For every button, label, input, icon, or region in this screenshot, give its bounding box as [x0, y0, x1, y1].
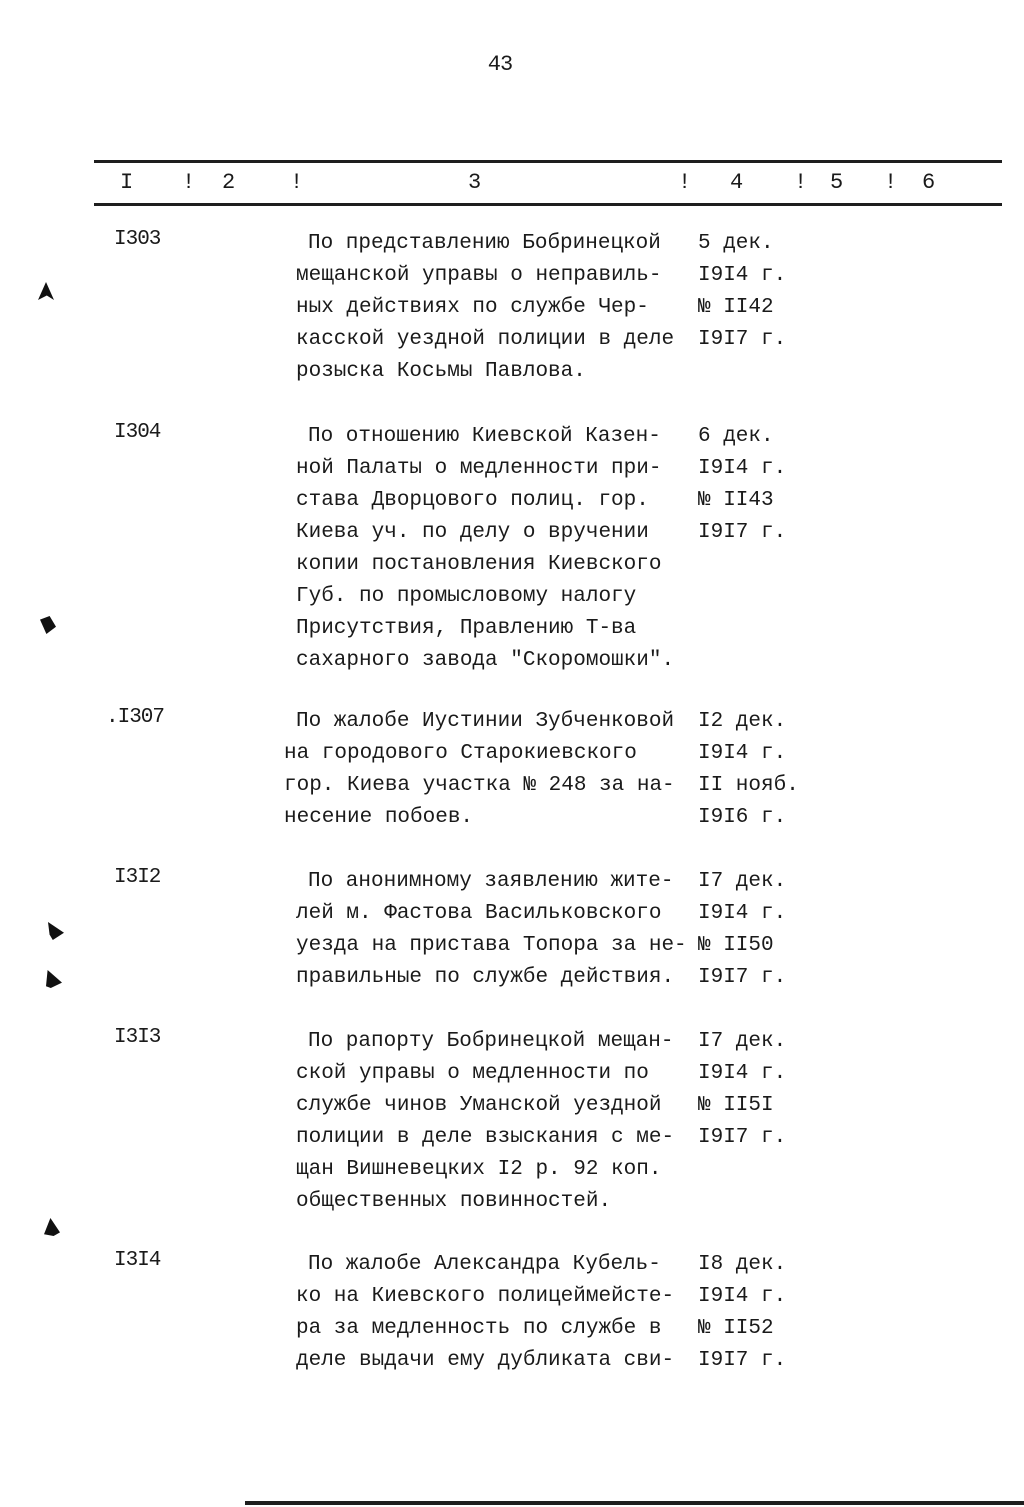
- case-dates: [698, 228, 808, 356]
- case-number: I303: [114, 228, 161, 251]
- case-description: [296, 1249, 696, 1377]
- case-description: [296, 1026, 696, 1218]
- case-number: I3I4: [114, 1249, 161, 1272]
- column-separator: !: [794, 170, 808, 195]
- ink-mark-icon: [48, 922, 64, 940]
- description-line: общественных повинностей.: [296, 1190, 612, 1213]
- date-line: 6 дек.: [698, 425, 774, 448]
- column-header-3: 3: [468, 170, 482, 195]
- column-separator: !: [290, 170, 304, 195]
- case-number: I304: [114, 421, 161, 444]
- case-dates: [698, 421, 808, 549]
- description-line: Киева уч. по делу о вручении: [296, 521, 649, 544]
- ink-mark-icon: [38, 282, 54, 300]
- date-line: I9I7 г.: [698, 966, 787, 989]
- case-description: [296, 866, 696, 994]
- date-line: I9I7 г.: [698, 1349, 787, 1372]
- description-line: ской управы о медленности по: [296, 1062, 649, 1085]
- date-line: I9I4 г.: [698, 902, 787, 925]
- date-line: I7 дек.: [698, 870, 787, 893]
- case-dates: [698, 1249, 808, 1377]
- date-line: I9I4 г.: [698, 742, 787, 765]
- date-line: I9I4 г.: [698, 457, 787, 480]
- description-line: касской уездной полиции в деле: [296, 328, 675, 351]
- column-separator: !: [182, 170, 196, 195]
- case-dates: [698, 866, 808, 994]
- date-line: I9I4 г.: [698, 1285, 787, 1308]
- description-line: ко на Киевского полицеймейсте-: [296, 1285, 675, 1308]
- description-line: несение побоев.: [284, 806, 474, 829]
- ink-mark-icon: [44, 1218, 60, 1236]
- ink-mark-icon: [46, 970, 62, 988]
- description-line: сахарного завода "Скоромошки".: [296, 649, 675, 672]
- description-line: щан Вишневецких I2 р. 92 коп.: [296, 1158, 662, 1181]
- header-top-rule: [94, 160, 1002, 163]
- column-header-5: 5: [830, 170, 844, 195]
- column-header-1: I: [120, 170, 134, 195]
- column-header-2: 2: [222, 170, 236, 195]
- date-line: I9I4 г.: [698, 1062, 787, 1085]
- description-line: лей м. Фастова Васильковского: [296, 902, 662, 925]
- case-number: I3I3: [114, 1026, 161, 1049]
- ink-mark-icon: [40, 616, 56, 634]
- description-line: мещанской управы о неправиль-: [296, 264, 662, 287]
- description-line: правильные по службе действия.: [296, 966, 675, 989]
- date-line: I9I7 г.: [698, 521, 787, 544]
- case-description: [296, 228, 696, 388]
- case-number: .I307: [106, 706, 165, 729]
- column-header-6: 6: [922, 170, 936, 195]
- description-line: розыска Косьмы Павлова.: [296, 360, 586, 383]
- table-header: [0, 170, 1024, 198]
- header-bottom-rule: [94, 203, 1002, 206]
- date-line: 5 дек.: [698, 232, 774, 255]
- case-description: [296, 421, 696, 677]
- description-line: копии постановления Киевского: [296, 553, 662, 576]
- date-line: № II42: [698, 296, 774, 319]
- description-line: Губ. по промысловому налогу: [296, 585, 637, 608]
- description-line: По жалобе Александра Кубель-: [308, 1253, 661, 1276]
- description-line: По представлению Бобринецкой: [308, 232, 661, 255]
- description-line: ра за медленность по службе в: [296, 1317, 662, 1340]
- date-line: I2 дек.: [698, 710, 787, 733]
- date-line: № II5I: [698, 1094, 774, 1117]
- page-number: 43: [487, 52, 513, 77]
- description-line: По анонимному заявлению жите-: [308, 870, 674, 893]
- date-line: № II43: [698, 489, 774, 512]
- description-line: По жалобе Иустинии Зубченковой: [296, 710, 675, 733]
- description-line: ных действиях по службе Чер-: [296, 296, 649, 319]
- date-line: I8 дек.: [698, 1253, 787, 1276]
- description-line: Присутствия, Правлению Т-ва: [296, 617, 637, 640]
- column-separator: !: [678, 170, 692, 195]
- description-line: ной Палаты о медленности при-: [296, 457, 662, 480]
- description-line: уезда на пристава Топора за не-: [296, 934, 687, 957]
- date-line: II нояб.: [698, 774, 799, 797]
- case-description: [284, 706, 684, 834]
- date-line: I9I4 г.: [698, 264, 787, 287]
- description-line: полиции в деле взыскания с ме-: [296, 1126, 675, 1149]
- date-line: I9I6 г.: [698, 806, 787, 829]
- description-line: службе чинов Уманской уездной: [296, 1094, 662, 1117]
- description-line: По рапорту Бобринецкой мещан-: [308, 1030, 674, 1053]
- case-number: I3I2: [114, 866, 161, 889]
- description-line: деле выдачи ему дубликата сви-: [296, 1349, 675, 1372]
- date-line: № II52: [698, 1317, 774, 1340]
- description-line: става Дворцового полиц. гор.: [296, 489, 649, 512]
- footer-rule: [245, 1501, 1024, 1505]
- description-line: По отношению Киевской Казен-: [308, 425, 661, 448]
- column-header-4: 4: [730, 170, 744, 195]
- case-dates: [698, 706, 808, 834]
- date-line: № II50: [698, 934, 774, 957]
- date-line: I7 дек.: [698, 1030, 787, 1053]
- date-line: I9I7 г.: [698, 1126, 787, 1149]
- case-dates: [698, 1026, 808, 1154]
- date-line: I9I7 г.: [698, 328, 787, 351]
- description-line: на городового Старокиевского: [284, 742, 637, 765]
- column-separator: !: [884, 170, 898, 195]
- description-line: гор. Киева участка № 248 за на-: [284, 774, 675, 797]
